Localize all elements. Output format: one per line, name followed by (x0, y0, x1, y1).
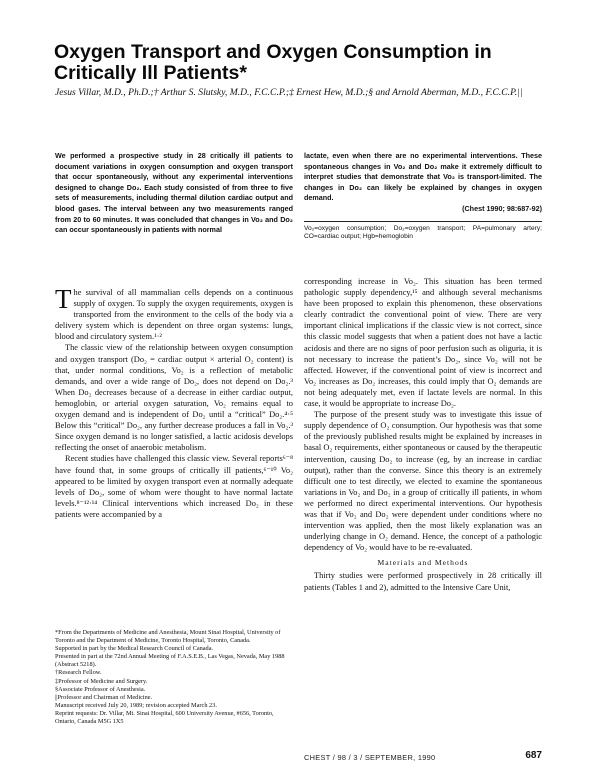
body-column-left (55, 284, 293, 520)
footnote: Manuscript received July 20, 1989; revision accepted March 23. (55, 701, 217, 709)
abbreviations-box: Vo₂=oxygen consumption; Do₂=oxygen transport; PA=pulmonary artery; CO=cardiac output; Hgb=hemoglobin (304, 221, 542, 242)
footnotes (55, 629, 293, 726)
intro-paragraph: The survival of all mammalian cells depends on a continuous supply of oxygen. To supply the oxygen requirements, oxygen is transported from the environment to the cells of the body via a delivery system which is dependent on three organ systems: lungs, blood and circulatory system.¹·² (55, 284, 293, 342)
abstract-text-right: lactate, even when there are no experimental interventions. These spontaneous changes in Vo₂ and Do₂ make it extremely difficult to interpret studies that demonstrate that Vo₂ is transport-limited. The changes in Do₂ can likely be explained by changes in oxygen demand. (304, 151, 542, 203)
body-paragraph: The classic view of the relationship between oxygen consumption and oxygen transport (Do₂ = cardiac output × arterial O₂ content) is that, under normal conditions, Vo₂ is a reflection of metabolic demands, and over a wide range of Do₂, does not depend on Do₂.³ When Do₂ decreases because of a decrease in either cardiac output, hemoglobin, or arterial oxygen saturation, Vo₂ remains equal to oxygen demand and is independent of Do₂ until a “critical” Do₂.⁴·⁵ Below this “critical” Do₂, any further decrease produces a fall in Vo₂.³ Since oxygen demand is no longer satisfied, a lactic acidosis develops reflecting the onset of anaerobic metabolism. (55, 343, 293, 453)
body-paragraph: Recent studies have challenged this classic view. Several reports⁶⁻⁸ have found that, in some groups of critically ill patients,⁶⁻¹⁰ Vo₂ appeared to be limited by oxygen transport even at normally adequate levels of Do₂, some of whom were thought to have normal lactate levels.⁸⁻¹²·¹⁴ Clinical interventions which increased Do₂ in these patients were accompanied by a (55, 454, 293, 519)
footnote: *From the Departments of Medicine and Anesthesia, Mount Sinai Hospital, University of Toronto and the Department of Medicine, Toronto Hospital, Toronto, Canada. (55, 629, 281, 645)
body-paragraph: corresponding increase in Vo₂. This situation has been termed pathologic supply dependency,¹⁵ and although several mechanisms have been proposed to explain this phenomenon, these observations clearly contradict the conventional point of view. There are very important clinical implications if the classic view is not correct, since this classic model suggests that when a patient does not have a lactic acidosis and there are no signs of poor perfusion such as oliguria, it is not necessary to increase the patient’s Do₂, since Vo₂ will not be affected. However, if the conventional point of view is incorrect and Vo₂ increases as Do₂ increases, this could imply that O₂ demands are not being adequately met, even if lactate levels are normal. In this case, it would be appropriate to increase Do₂. (304, 277, 542, 409)
footnote: Reprint requests: Dr. Villar, Mt. Sinai Hospital, 600 University Avenue, #656, Toronto, Ontario, Canada M5G 1X5 (55, 709, 274, 726)
footnote: Supported in part by the Medical Research Council of Canada. (55, 645, 214, 653)
citation: (Chest 1990; 98:687-92) (462, 203, 542, 213)
article-title: Oxygen Transport and Oxygen Consumption in Critically Ill Patients* (54, 41, 492, 84)
footnote: Presented in part at the 72nd Annual Meeting of F.A.S.E.B., Las Vegas, Nevada, May 1988 (Abstract 5218). (55, 653, 285, 669)
abstract-text-left: We performed a prospective study in 28 critically ill patients to document variations in oxygen consumption and oxygen transport that occur spontaneously, without any experimental interventions designed to change Do₂. Each study consisted of from three to five sets of measurements, including thermal dilution cardiac output and blood gases. The interval between any two measurements ranged from 20 to 60 minutes. It was concluded that changes in Vo₂ and Do₂ can occur spontaneously in patients with normal (55, 151, 293, 235)
page-number: 687 (525, 750, 542, 761)
drop-cap: T (55, 284, 72, 314)
methods-paragraph: Thirty studies were performed prospectively in 28 critically ill patients (Tables 1 and 2), admitted to the Intensive Care Unit, (304, 571, 542, 592)
journal-reference: CHEST / 98 / 3 / SEPTEMBER, 1990 (304, 753, 436, 762)
footnote: †Research Fellow. (55, 669, 102, 677)
body-paragraph: The purpose of the present study was to investigate this issue of supply dependence of O₂ consumption. Our hypothesis was that some of the previously published results might be explained by increases in basal O₂ requirements, either spontaneous or caused by the therapeutic intervention, causing Do₂ to increase (eg, by an increase in cardiac output), rather than the converse. Since this theory is an extremely difficult one to test directly, we elected to examine the spontaneous variations in Vo₂ and Do₂ in a group of critically ill patients, in whom we performed no direct experimental interventions. Our hypothesis was that if Vo₂ and Do₂ were dependent under conditions where no intervention was applied, then the most likely explanation was an underlying change in O₂ demand. Hence, the concept of a pathologic dependency of Vo₂ would have to be re-evaluated. (304, 410, 542, 553)
abstract-right (304, 151, 542, 242)
author-list: Jesus Villar, M.D., Ph.D.;† Arthur S. Slutsky, M.D., F.C.C.P.;‡ Ernest Hew, M.D.;§ and Arnold Aberman, M.D., F.C.C.P.|| (55, 87, 523, 98)
page-footer (304, 750, 542, 764)
footnote: ||Professor and Chairman of Medicine. (55, 693, 153, 701)
abstract-left (55, 151, 293, 236)
body-column-right (304, 276, 542, 593)
footnote: §Associate Professor of Anesthesia. (55, 685, 146, 693)
footnote: ‡Professor of Medicine and Surgery. (55, 677, 148, 685)
section-heading: Materials and Methods (377, 558, 469, 568)
